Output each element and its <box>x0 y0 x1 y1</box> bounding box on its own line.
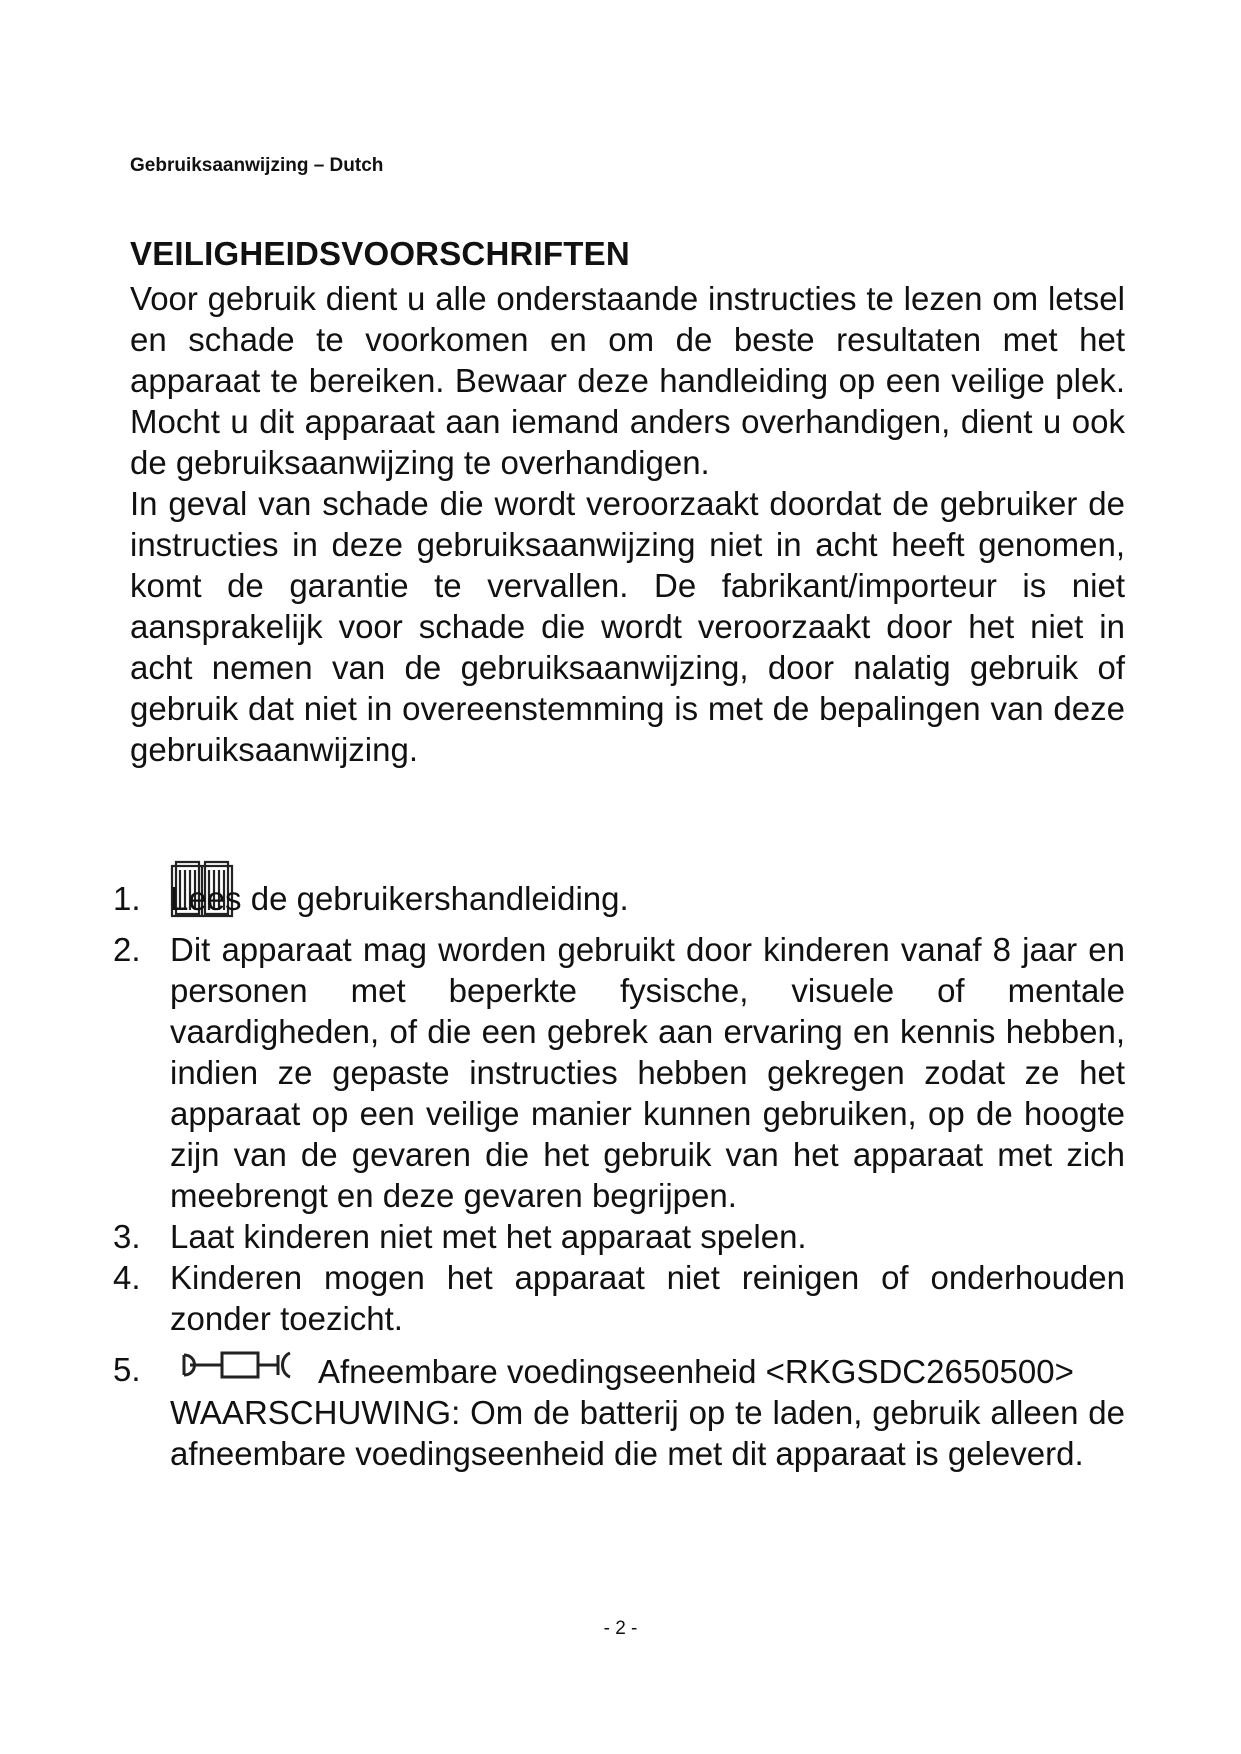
list-number: 1. <box>113 880 141 917</box>
list-number: 2. <box>113 931 141 968</box>
list-item <box>110 929 1125 1216</box>
intro-paragraph-2: In geval van schade die wordt veroorzaakt doordat de gebruiker de instructies in deze gebruiksaanwijzing niet in acht heeft genomen, komt de garantie te vervallen. De fabrikant/importeur is niet aansprakelijk voor schade die wordt veroorzaakt door het niet in acht nemen van de gebruiksaanwijzing, door nalatig gebruik of gebruik dat niet in overeenstemming is met de bepalingen van deze gebruiksaanwijzing. <box>130 485 1125 768</box>
page-header: Gebruiksaanwijzing – Dutch <box>130 155 384 176</box>
list-number: 4. <box>113 1259 141 1296</box>
list-text: Kinderen mogen het apparaat niet reinigen of onderhouden zonder toezicht. <box>170 1259 1125 1337</box>
list-item <box>110 1257 1125 1339</box>
list-number: 3. <box>113 1218 141 1255</box>
section-title: VEILIGHEIDSVOORSCHRIFTEN <box>130 235 630 272</box>
list-text: Lees de gebruikershandleiding. <box>170 880 629 917</box>
safety-list <box>110 878 1125 1474</box>
intro-paragraph-1: Voor gebruik dient u alle onderstaande instructies te lezen om letsel en schade te voorkomen en om de beste resultaten met het apparaat te bereiken. Bewaar deze handleiding op een veilige plek. Mocht u dit apparaat aan iemand anders overhandigen, dient u ook de gebruiksaanwijzing te overhandigen. <box>130 280 1125 481</box>
list-item <box>110 878 1125 919</box>
list-item <box>110 1216 1125 1257</box>
warning-text: WAARSCHUWING: Om de batterij op te laden, gebruik alleen de afneembare voedingseenheid die met dit apparaat is geleverd. <box>170 1394 1125 1472</box>
list-number: 5. <box>113 1351 141 1388</box>
page-number: - 2 - <box>603 1618 638 1639</box>
list-text: Laat kinderen niet met het apparaat spelen. <box>170 1218 807 1255</box>
intro-text <box>130 278 1125 770</box>
power-supply-icon <box>182 1349 292 1381</box>
list-text: Afneembare voedingseenheid <RKGSDC2650500> <box>318 1353 1074 1390</box>
list-text: Dit apparaat mag worden gebruikt door kinderen vanaf 8 jaar en personen met beperkte fysische, visuele of mentale vaardigheden, of die een gebrek aan ervaring en kennis hebben, indien ze gepaste instructies hebben gekregen zodat ze het apparaat op een veilige manier kunnen gebruiken, op de hoogte zijn van de gevaren die het gebruik van het apparaat met zich meebrengt en deze gevaren begrijpen. <box>170 931 1125 1214</box>
list-item <box>110 1349 1125 1474</box>
